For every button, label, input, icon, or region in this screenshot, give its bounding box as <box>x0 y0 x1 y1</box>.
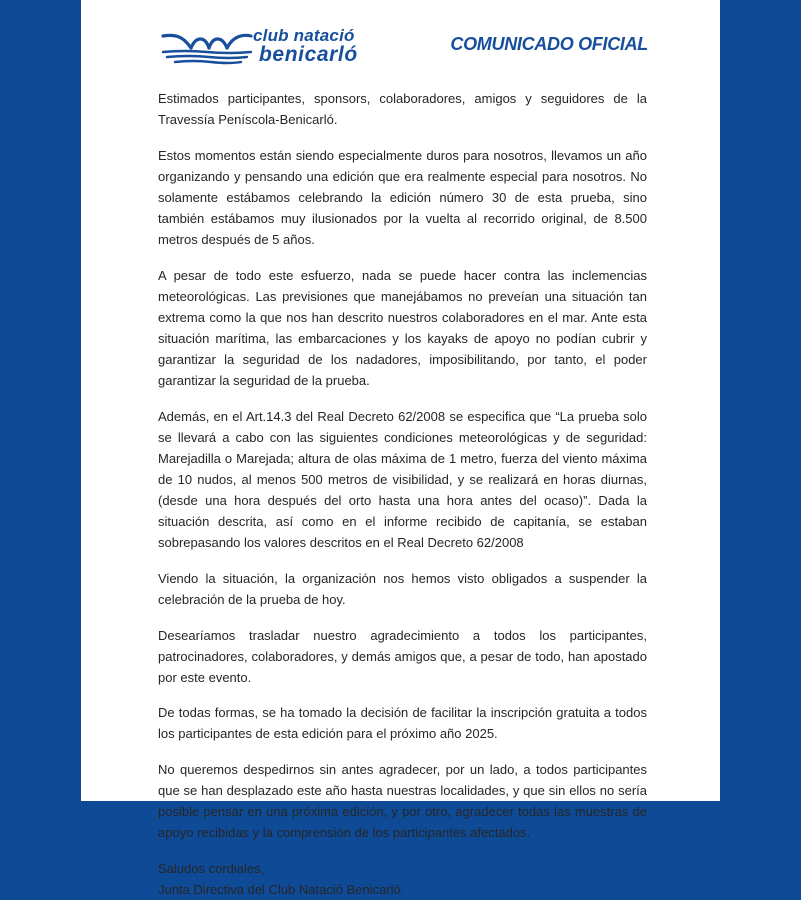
paragraph-regulation: Además, en el Art.14.3 del Real Decreto 62/2008 se especifica que “La prueba solo se llevará a cabo con las siguientes condiciones meteorológicas y de seguridad: Marejadilla o Marejada; altura de olas máxima de 1 metro, fuerza del viento máxima de 10 nudos, al menos 500 metros de visibilidad, y se realizará en horas diurnas, (desde una hora después del orto hasta una hora antes del ocaso)”. Dada la situación descrita, así como en el informe recibido de capitanía, se estaban sobrepasando los valores descritos en el Real Decreto 62/2008 <box>158 408 647 551</box>
official-statement-title: COMUNICADO OFICIAL <box>450 34 648 54</box>
paragraph-farewell: No queremos despedirnos sin antes agradecer, por un lado, a todos participantes que se han desplazado este año hasta nuestras localidades, y que sin ellos no sería posible pensar en una próxima edición, y por otro, agradecer todas las muestras de apoyo recibidas y la comprensión de los participantes afectados. <box>158 762 647 841</box>
waves-bridge-logo-icon <box>161 30 253 66</box>
document-page <box>81 0 720 897</box>
signature-signer: Junta Directiva del Club Natació Benicarló. <box>158 882 405 897</box>
paragraph-free-registration: De todas formas, se ha tomado la decisión de facilitar la inscripción gratuita a todos los participantes de esta edición para el próximo año 2025. <box>158 705 647 742</box>
letterhead <box>81 0 720 80</box>
paragraph-preparation: Estos momentos están siendo especialmente duros para nosotros, llevamos un año organizando y pensando una edición que era realmente especial para nosotros. No solamente estábamos celebrando la edición número 30 de esta prueba, sino también estábamos muy ilusionados por la vuelta al recorrido original, de 8.500 metros después de 5 años. <box>158 147 647 248</box>
logo-text-town: benicarló <box>259 43 358 66</box>
logo-text-club: club natació <box>253 26 355 45</box>
paragraph-suspension: Viendo la situación, la organización nos hemos visto obligados a suspender la celebración de la prueba de hoy. <box>158 570 647 607</box>
paragraph-greeting: Estimados participantes, sponsors, colaboradores, amigos y seguidores de la Travessía Peníscola-Benicarló. <box>158 91 647 128</box>
paragraph-weather: A pesar de todo este esfuerzo, nada se puede hacer contra las inclemencias meteorológicas. Las previsiones que manejábamos no preveían una situación tan extrema como la que nos han descrito nuestros colaboradores en el mar. Ante esta situación marítima, las embarcaciones y los kayaks de apoyo no podían cubrir y garantizar la seguridad de los nadadores, imposibilitando, por tanto, el poder garantizar la seguridad de la prueba. <box>158 267 647 389</box>
signature-greeting: Saludos cordiales, <box>158 860 265 876</box>
paragraph-thanks: Desearíamos trasladar nuestro agradecimiento a todos los participantes, patrocinadores, colaboradores, y demás amigos que, a pesar de todo, han apostado por este evento. <box>158 627 647 685</box>
club-logo <box>161 24 371 70</box>
letter-body <box>158 88 647 900</box>
